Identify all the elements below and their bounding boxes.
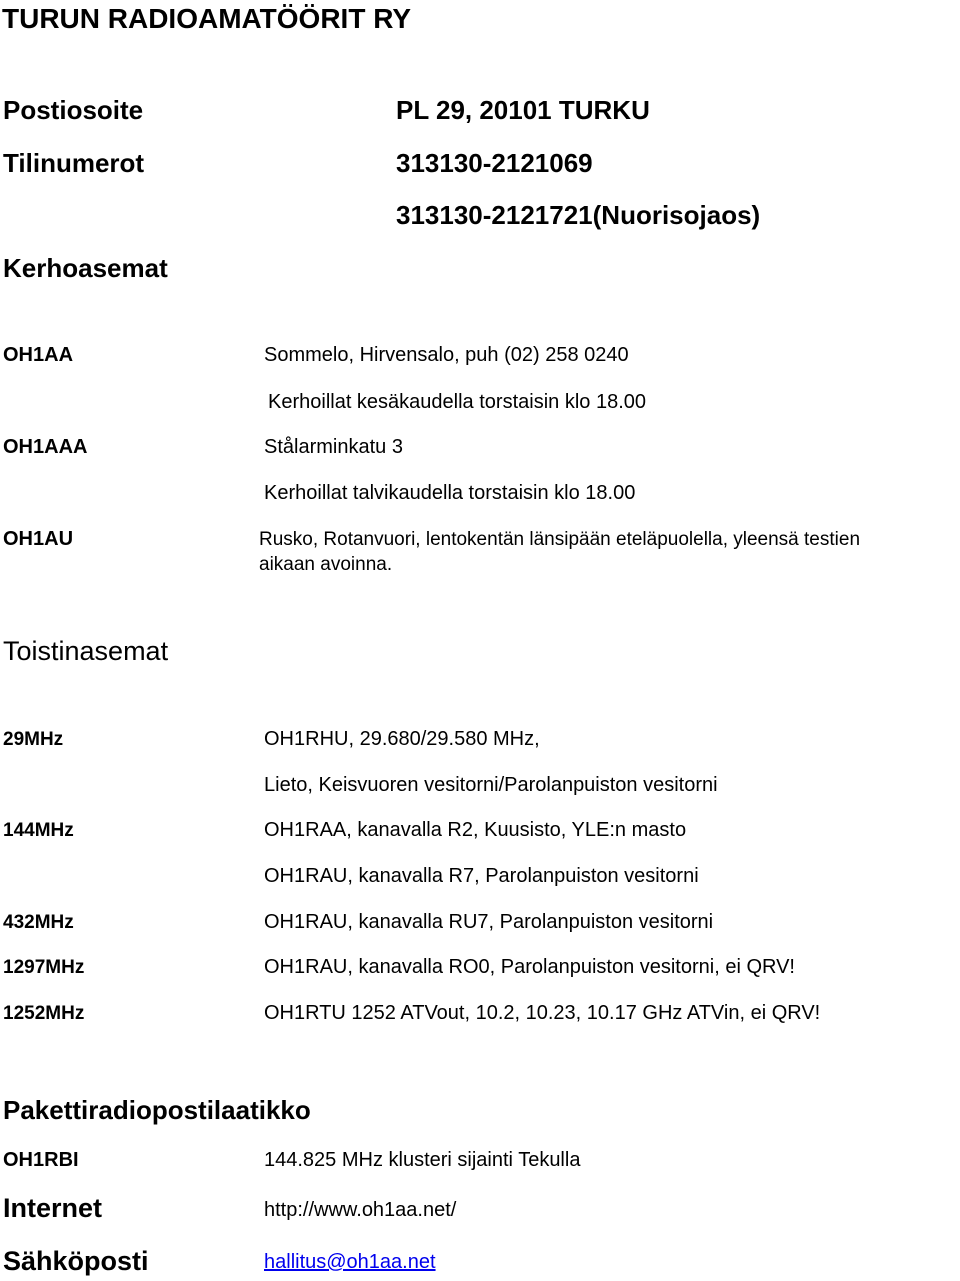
page-title: TURUN RADIOAMATÖÖRIT RY (2, 3, 412, 34)
repeater-band-432mhz: 432MHz (3, 912, 74, 933)
email-link[interactable]: hallitus@oh1aa.net (264, 1251, 436, 1273)
repeater-432mhz-line1: OH1RAU, kanavalla RU7, Parolanpuiston vesitorni (264, 911, 714, 933)
repeater-29mhz-line2: Lieto, Keisvuoren vesitorni/Parolanpuiston vesitorni (264, 774, 718, 796)
internet-url[interactable]: http://www.oh1aa.net/ (264, 1199, 457, 1221)
repeater-band-1297mhz: 1297MHz (3, 957, 85, 978)
email-label: Sähköposti (3, 1246, 149, 1276)
internet-label: Internet (3, 1193, 103, 1223)
packet-heading: Pakettiradiopostilaatikko (3, 1095, 311, 1125)
account-number-1: 313130-2121069 (396, 148, 593, 178)
station-oh1aaa-hours: Kerhoillat talvikaudella torstaisin klo 18.00 (264, 482, 636, 504)
station-call-oh1aaa: OH1AAA (3, 436, 88, 458)
repeater-band-29mhz: 29MHz (3, 729, 64, 750)
postal-label: Postiosoite (3, 95, 144, 125)
station-oh1aa-hours: Kerhoillat kesäkaudella torstaisin klo 18.00 (268, 391, 646, 413)
repeater-band-1252mhz: 1252MHz (3, 1003, 85, 1024)
clubs-label: Kerhoasemat (3, 253, 168, 283)
repeater-1297mhz-line1: OH1RAU, kanavalla RO0, Parolanpuiston vesitorni, ei QRV! (264, 956, 795, 978)
station-oh1aaa-address: Stålarminkatu 3 (264, 436, 403, 458)
repeater-144mhz-line2: OH1RAU, kanavalla R7, Parolanpuiston vesitorni (264, 865, 699, 887)
account-number-2: 313130-2121721(Nuorisojaos) (396, 200, 761, 230)
repeater-1252mhz-line1: OH1RTU 1252 ATVout, 10.2, 10.23, 10.17 GHz ATVin, ei QRV! (264, 1002, 821, 1024)
packet-value: 144.825 MHz klusteri sijainti Tekulla (264, 1149, 581, 1171)
station-oh1au-location: Rusko, Rotanvuori, lentokentän länsipään eteläpuolella, yleensä testien (259, 529, 861, 550)
repeater-29mhz-line1: OH1RHU, 29.680/29.580 MHz, (264, 728, 540, 750)
station-oh1aa-address: Sommelo, Hirvensalo, puh (02) 258 0240 (264, 344, 629, 366)
postal-value: PL 29, 20101 TURKU (396, 95, 650, 125)
repeater-band-144mhz: 144MHz (3, 820, 74, 841)
station-call-oh1aa: OH1AA (3, 344, 74, 366)
repeaters-heading: Toistinasemat (3, 636, 169, 666)
packet-call: OH1RBI (3, 1149, 79, 1171)
station-oh1au-note: aikaan avoinna. (259, 554, 393, 575)
accounts-label: Tilinumerot (3, 148, 145, 178)
station-call-oh1au: OH1AU (3, 528, 74, 550)
repeater-144mhz-line1: OH1RAA, kanavalla R2, Kuusisto, YLE:n masto (264, 819, 687, 841)
